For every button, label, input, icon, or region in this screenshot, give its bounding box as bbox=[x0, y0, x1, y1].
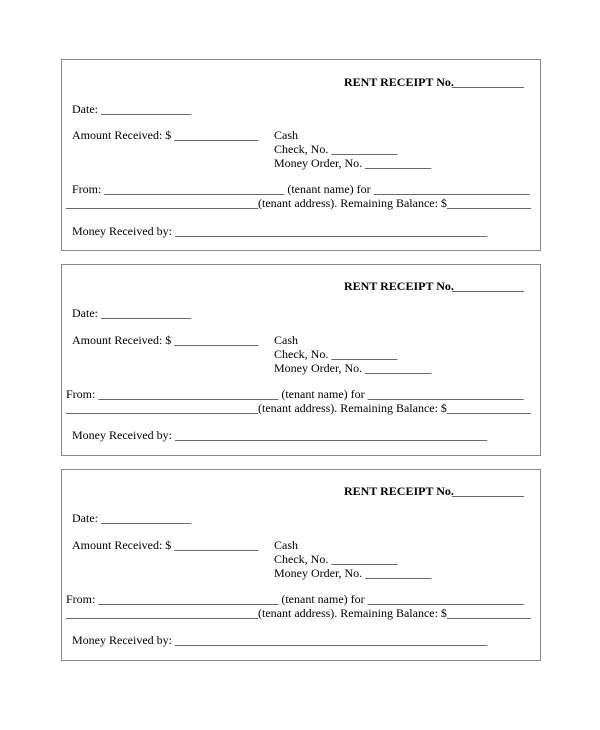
money-received-by-field[interactable]: Money Received by: ____________________________________________________ bbox=[72, 633, 487, 647]
payment-cash-option[interactable]: Cash bbox=[274, 333, 298, 347]
payment-check-field[interactable]: Check, No. ___________ bbox=[274, 347, 398, 361]
amount-received-field[interactable]: Amount Received: $ ______________ bbox=[72, 128, 259, 142]
payment-money-order-field[interactable]: Money Order, No. ___________ bbox=[274, 566, 432, 580]
payment-money-order-field[interactable]: Money Order, No. ___________ bbox=[274, 156, 432, 170]
date-field[interactable]: Date: _______________ bbox=[72, 306, 191, 320]
rent-receipt-2 bbox=[61, 264, 541, 456]
from-tenant-field[interactable]: From: ______________________________ (tenant name) for __________________________ bbox=[66, 592, 524, 606]
receipt-title: RENT RECEIPT No. bbox=[344, 279, 454, 293]
amount-received-field[interactable]: Amount Received: $ ______________ bbox=[72, 333, 259, 347]
money-received-by-field[interactable]: Money Received by: ____________________________________________________ bbox=[72, 224, 487, 238]
receipt-title: RENT RECEIPT No. bbox=[344, 484, 454, 498]
tenant-address-balance-field[interactable]: ________________________________(tenant address). Remaining Balance: $______________ bbox=[66, 196, 531, 210]
from-tenant-field[interactable]: From: ______________________________ (tenant name) for __________________________ bbox=[66, 387, 524, 401]
rent-receipt-3 bbox=[61, 469, 541, 661]
money-received-by-field[interactable]: Money Received by: ____________________________________________________ bbox=[72, 428, 487, 442]
date-field[interactable]: Date: _______________ bbox=[72, 102, 191, 116]
date-field[interactable]: Date: _______________ bbox=[72, 511, 191, 525]
amount-received-field[interactable]: Amount Received: $ ______________ bbox=[72, 538, 259, 552]
rent-receipt-1 bbox=[61, 59, 541, 251]
receipt-number-blank[interactable]: ____________ bbox=[452, 279, 524, 293]
payment-check-field[interactable]: Check, No. ___________ bbox=[274, 552, 398, 566]
receipt-title: RENT RECEIPT No. bbox=[344, 75, 454, 89]
from-tenant-field[interactable]: From: ______________________________ (tenant name) for __________________________ bbox=[72, 182, 530, 196]
tenant-address-balance-field[interactable]: ________________________________(tenant address). Remaining Balance: $______________ bbox=[66, 401, 531, 415]
payment-check-field[interactable]: Check, No. ___________ bbox=[274, 142, 398, 156]
receipt-number-blank[interactable]: ____________ bbox=[452, 484, 524, 498]
payment-cash-option[interactable]: Cash bbox=[274, 538, 298, 552]
receipt-number-blank[interactable]: ____________ bbox=[452, 75, 524, 89]
payment-money-order-field[interactable]: Money Order, No. ___________ bbox=[274, 361, 432, 375]
payment-cash-option[interactable]: Cash bbox=[274, 128, 298, 142]
tenant-address-balance-field[interactable]: ________________________________(tenant address). Remaining Balance: $______________ bbox=[66, 606, 531, 620]
